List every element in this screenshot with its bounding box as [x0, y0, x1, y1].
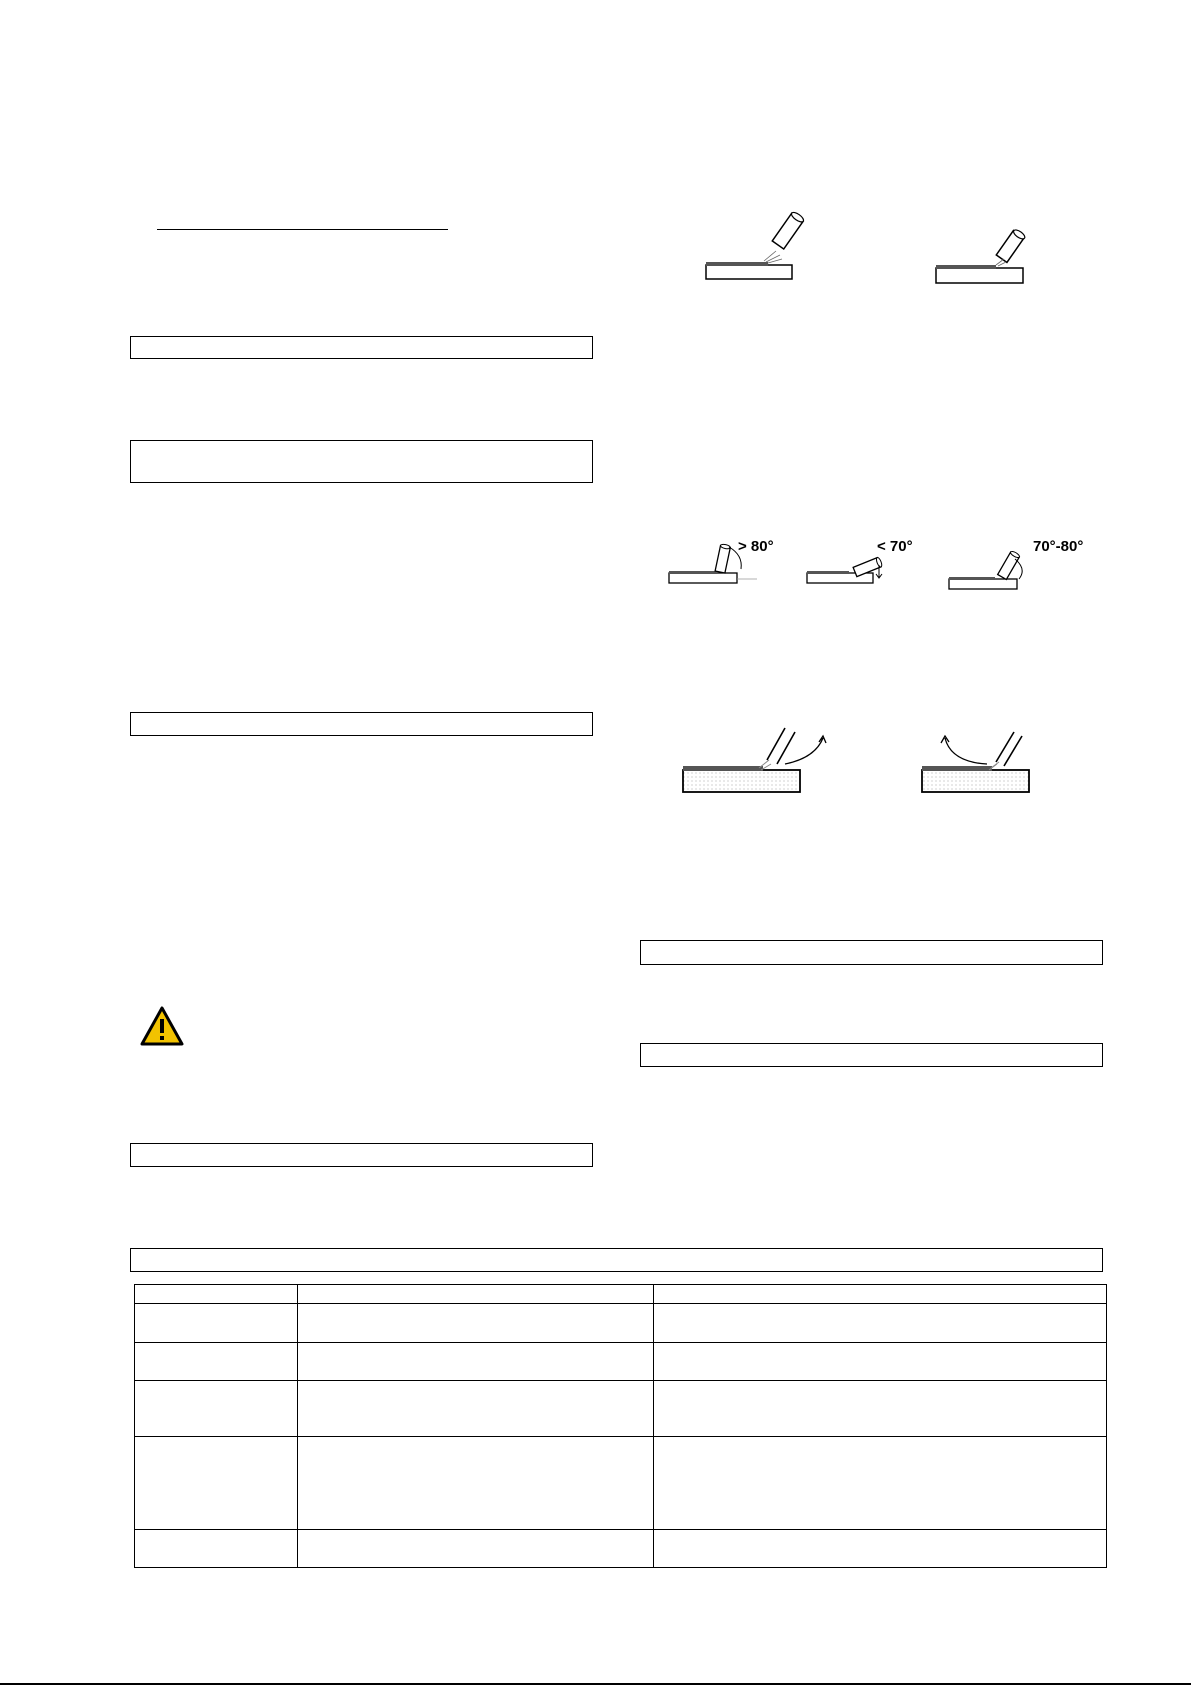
- table-cell: [298, 1304, 654, 1343]
- table-cell: [654, 1381, 1107, 1437]
- table-row: [135, 1285, 1107, 1304]
- section-title-underline: [157, 229, 448, 230]
- torch-figure-row-1: [700, 215, 1040, 285]
- warning-triangle-icon: [140, 1006, 184, 1046]
- table-cell: [298, 1285, 654, 1304]
- torch-direction-figures: [675, 720, 1055, 800]
- table-cell: [654, 1530, 1107, 1568]
- troubleshooting-table: [134, 1284, 1107, 1568]
- table-cell: [135, 1530, 298, 1568]
- section-heading-box-5: [640, 940, 1103, 965]
- section-heading-box-1: [130, 336, 593, 359]
- table-cell: [135, 1304, 298, 1343]
- table-row: [135, 1343, 1107, 1381]
- table-cell: [135, 1437, 298, 1530]
- table-cell: [135, 1343, 298, 1381]
- table-cell: [654, 1437, 1107, 1530]
- table-cell: [654, 1343, 1107, 1381]
- table-cell: [654, 1285, 1107, 1304]
- table-row: [135, 1381, 1107, 1437]
- angle-label-70-80: 70°-80°: [1033, 538, 1084, 555]
- table-cell: [135, 1381, 298, 1437]
- table-row: [135, 1530, 1107, 1568]
- section-heading-box-3: [130, 712, 593, 736]
- table-cell: [654, 1304, 1107, 1343]
- table-cell: [298, 1437, 654, 1530]
- table-cell: [135, 1285, 298, 1304]
- section-heading-box-7: [130, 1248, 1103, 1272]
- section-heading-box-4: [130, 1143, 593, 1167]
- table-cell: [298, 1343, 654, 1381]
- table-row: [135, 1437, 1107, 1530]
- table-cell: [298, 1530, 654, 1568]
- section-heading-box-2: [130, 440, 593, 483]
- table-cell: [298, 1381, 654, 1437]
- table-row: [135, 1304, 1107, 1343]
- angle-label-under-70: < 70°: [877, 538, 913, 555]
- angle-label-over-80: > 80°: [738, 538, 774, 555]
- section-heading-box-6: [640, 1043, 1103, 1067]
